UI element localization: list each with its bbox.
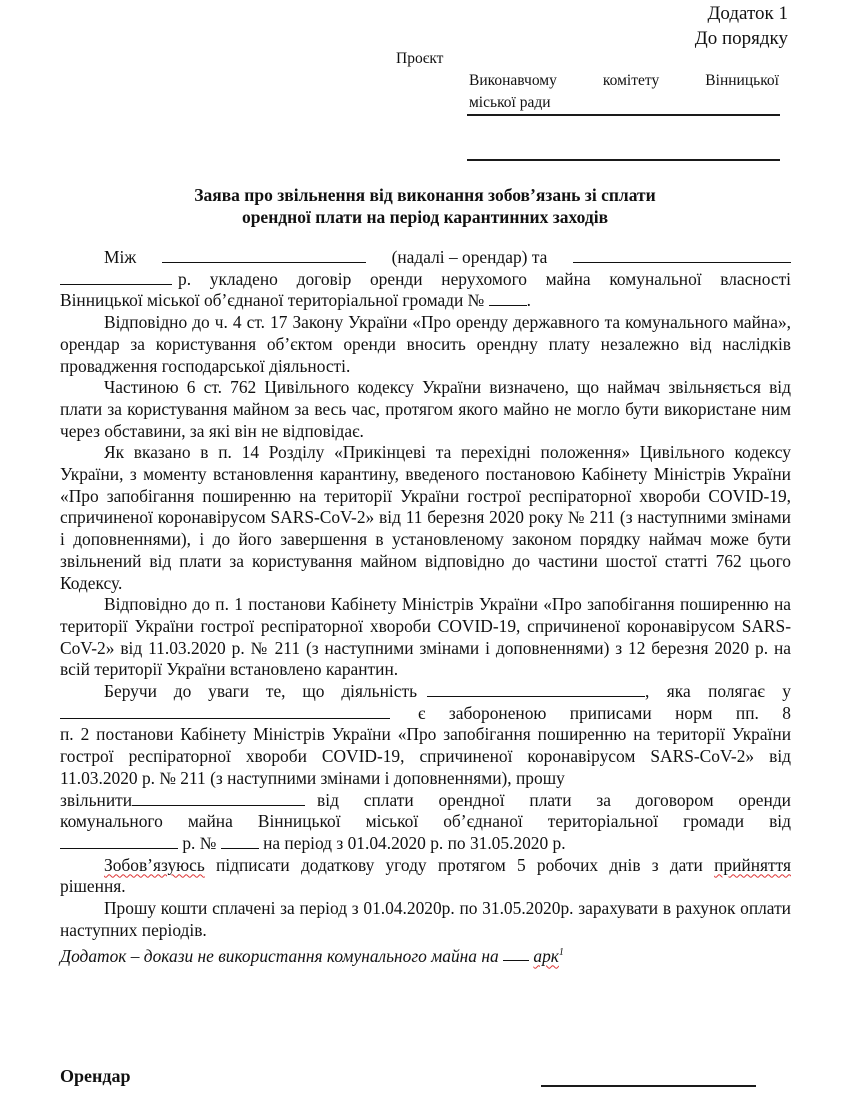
agreement-line-2: р. укладено договір оренди нерухомого майна комунальної власності (178, 268, 791, 289)
tenant-release-field[interactable] (132, 791, 305, 806)
agreement-number-field[interactable] (489, 291, 527, 306)
between-text: Між (104, 247, 137, 267)
period-text: на період з 01.04.2020 р. по 31.05.2020 р. (263, 832, 566, 853)
r-no-text: р. № (182, 832, 217, 853)
decision-text: рішення. (60, 876, 126, 897)
commit-text: підписати додаткову угоду протягом 5 робочих днів з дати (216, 854, 703, 875)
addressee-word: Вінницької (705, 72, 779, 89)
footnote-mark: 1 (558, 946, 564, 958)
to-order-label: До порядку (694, 28, 788, 49)
addressee-line2: міської ради (469, 94, 551, 111)
applicant-name-field[interactable] (467, 159, 780, 161)
paragraph-law-17: Відповідно до ч. 4 ст. 17 Закону України «Про оренду державного та комунального майна», орендар за користування об’єктом оренди вносить орендну плату незалежно від наслідків провадження господарської діяльності. (60, 312, 791, 376)
appendix-label: Додаток 1 (707, 3, 788, 24)
release-text: звільнити (60, 789, 133, 810)
sheets-count-field[interactable] (503, 946, 529, 961)
paragraph-commitment (60, 855, 791, 898)
addressee-word: Виконавчому (469, 72, 557, 89)
paragraph-final-provisions: Як вказано в п. 14 Розділу «Прикінцеві та перехідні положення» Цивільного кодексу України, з моменту встановлення карантину, введеного постановою Кабінету Міністрів України «Про запобігання поширенню на території України гострої респіраторної хвороби COVID-19, спричиненої коронавірусом SARS-CoV-2» від 11 березня 2020 року № 211 (з наступними змінами і доповненнями), і до його завершення в установленому законом порядку наймач може бути звільнений від плати за користування майном відповідно до частини шостої статті 762 цього Кодексу. (60, 442, 791, 593)
agreement-date-field[interactable] (60, 270, 172, 285)
activity-description-field[interactable] (60, 704, 390, 719)
community-text: комунального майна Вінницької міської об’єднаної територіальної громади від (60, 811, 791, 832)
draft-label: Проєкт (396, 50, 444, 67)
addressee-word: комітету (602, 72, 660, 89)
period-mark: . (526, 290, 531, 311)
paragraph-quarantine: Відповідно до п. 1 постанови Кабінету Міністрів України «Про запобігання поширенню на території України гострої респіраторної хвороби COVID-19, спричиненої коронавірусом SARS-CoV-2» від 11.03.2020 р. № 211 (з наступними змінами і доповненнями) з 12 березня 2020 р. на всій території України встановлено карантин. (60, 594, 791, 680)
commit-word: Зобов’язуюсь (104, 854, 205, 875)
title-line-2: орендної плати на період карантинних заходів (241, 207, 609, 227)
from-payment-text: від сплати орендної плати за договором оренди (317, 789, 791, 810)
contract-date-field[interactable] (60, 834, 178, 849)
title-line-1: Заява про звільнення від виконання зобов’язань зі сплати (194, 185, 656, 205)
paragraph-civil-code-762: Частиною 6 ст. 762 Цивільного кодексу України визначено, що наймач звільняється від плати за користування майном за весь час, протягом якого майно не могло бути використане ним через обставини, за які він не відповідає. (60, 377, 791, 441)
landlord-name-field[interactable] (573, 248, 791, 263)
sheets-unit: арк (533, 945, 559, 966)
signature-field[interactable] (541, 1085, 756, 1087)
attachment-line (60, 942, 791, 968)
document-body (60, 247, 791, 967)
prohibited-text: є забороненою приписами норм пп. 8 (418, 702, 791, 723)
attachment-text: Додаток – докази не використання комунального майна на (60, 945, 499, 966)
document-title (0, 184, 850, 228)
tenant-name-field[interactable] (162, 248, 366, 263)
tenant-signature-label: Орендар (60, 1066, 131, 1086)
agreement-line-3: Вінницької міської об’єднаної територіальної громади № (60, 290, 485, 311)
activity-intro: Беручи до уваги те, що діяльність (104, 681, 417, 702)
adoption-word: прийняття (714, 854, 791, 875)
which-consists-text: , яка полягає у (645, 681, 791, 702)
paragraph-agreement (60, 247, 791, 312)
addressee-block (469, 70, 779, 114)
activity-field[interactable] (427, 682, 645, 697)
contract-number-field[interactable] (221, 834, 259, 849)
paragraph-request (60, 681, 791, 855)
addressee-underline (467, 114, 780, 116)
paragraph-credit-request: Прошу кошти сплачені за період з 01.04.2020р. по 31.05.2020р. зарахувати в рахунок оплати наступних періодів. (60, 898, 791, 940)
hereinafter-text: (надалі – орендар) та (391, 247, 548, 267)
resolution-text: п. 2 постанови Кабінету Міністрів України «Про запобігання поширенню на території України гострої респіраторної хвороби COVID-19, спричиненої коронавірусом SARS-CoV-2» від 11.03.2020 р. № 211 (з наступними змінами і доповненнями), прошу (60, 724, 791, 788)
